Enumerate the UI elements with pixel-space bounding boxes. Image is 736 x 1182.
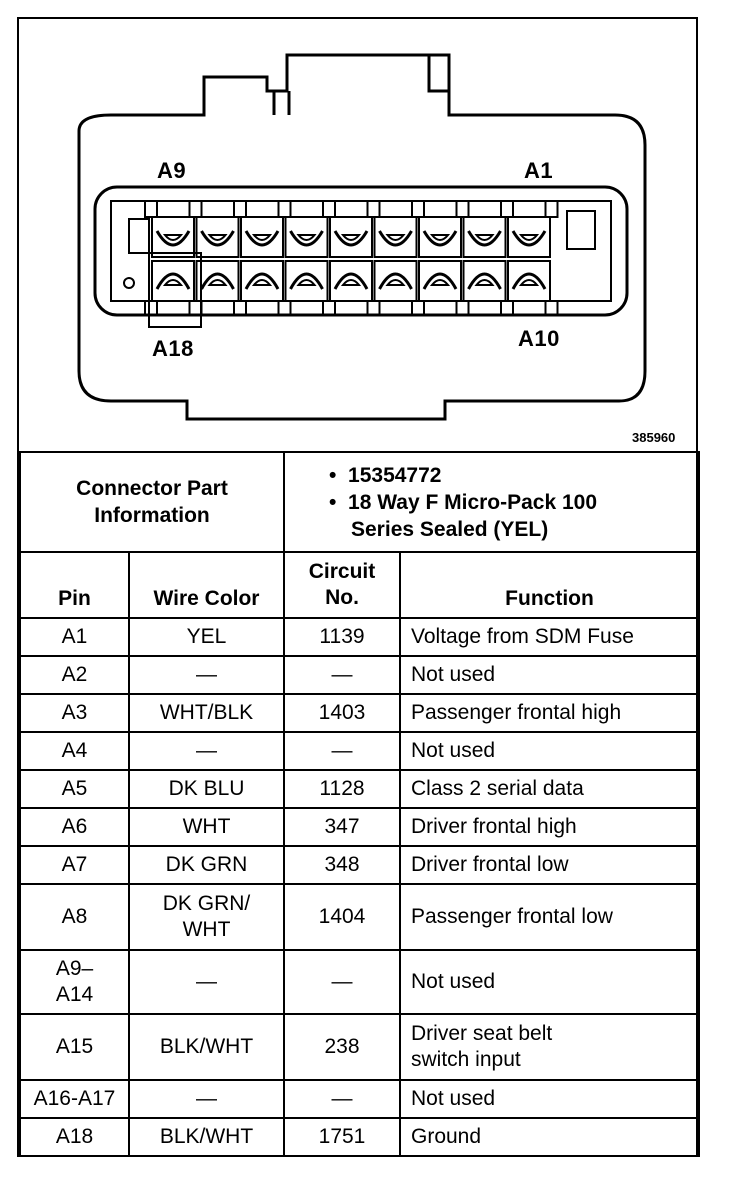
terminal-cavity — [152, 217, 194, 257]
function-cell-text: Driver seat belt switch input — [411, 1022, 553, 1071]
pin-cell-text: A5 — [61, 777, 88, 800]
pin-cell-text: A6 — [61, 815, 88, 838]
connector-info-bullets — [284, 452, 699, 552]
terminal-cavity — [464, 217, 506, 257]
tooth — [501, 301, 513, 315]
tooth — [412, 201, 424, 217]
wire-color-cell — [129, 846, 284, 884]
wire-color-cell — [129, 618, 284, 656]
wire-color-cell-text: BLK/WHT — [159, 1125, 254, 1148]
function-cell — [400, 808, 699, 846]
circuit-number-cell — [284, 808, 400, 846]
tooth — [145, 201, 157, 217]
connector-diagram — [19, 19, 698, 451]
wire-color-cell-text: WHT/BLK — [159, 701, 254, 724]
tooth — [457, 201, 469, 217]
pin-cell — [20, 1080, 129, 1118]
function-cell — [400, 884, 699, 950]
pin-cell — [20, 808, 129, 846]
table-row — [20, 884, 699, 950]
circuit-number-cell-text: 1139 — [319, 625, 365, 648]
table-row — [20, 1080, 699, 1118]
pin-cell — [20, 846, 129, 884]
circuit-number-cell — [284, 884, 400, 950]
terminal-cavity — [419, 261, 461, 301]
function-cell-text: Not used — [411, 739, 496, 762]
function-cell — [400, 1080, 699, 1118]
wire-color-cell — [129, 1080, 284, 1118]
figure-number: 385960 — [632, 430, 676, 445]
circuit-number-cell — [284, 1014, 400, 1080]
function-cell-text: Not used — [411, 1087, 496, 1110]
pin-label-a9: A9 — [157, 158, 187, 183]
pin-cell-text: A4 — [61, 739, 88, 762]
circuit-number-cell-text: — — [331, 739, 353, 762]
pin-cell-text: A3 — [61, 701, 88, 724]
wire-color-cell — [129, 808, 284, 846]
circuit-number-cell — [284, 1080, 400, 1118]
pin-cell-text: A16-A17 — [33, 1087, 116, 1110]
terminal-cavity — [508, 261, 550, 301]
tooth — [412, 301, 424, 315]
table-row — [20, 732, 699, 770]
function-cell — [400, 846, 699, 884]
table-row — [20, 770, 699, 808]
function-cell-text: Voltage from SDM Fuse — [411, 625, 634, 648]
terminal-cavity — [464, 261, 506, 301]
connector-info-heading-text: Connector Part Information — [76, 477, 228, 527]
function-cell — [400, 694, 699, 732]
pin-label-a18: A18 — [152, 336, 194, 361]
wire-color-cell-text: DK GRN/ WHT — [162, 892, 251, 941]
column-header-circuit-no-text: Circuit No. — [308, 560, 376, 609]
table-row — [20, 808, 699, 846]
table-row — [20, 694, 699, 732]
circuit-number-cell — [284, 618, 400, 656]
tooth — [323, 201, 335, 217]
key-left — [129, 219, 149, 253]
wire-color-cell — [129, 884, 284, 950]
wire-color-cell — [129, 1014, 284, 1080]
wire-color-cell-text: BLK/WHT — [159, 1035, 254, 1058]
table-row — [20, 846, 699, 884]
pin-cell-text: A18 — [55, 1125, 94, 1148]
pin-cell-text: A15 — [55, 1035, 94, 1058]
connector-description: 18 Way F Micro-Pack 100 Series Sealed (YEL) — [348, 490, 598, 541]
pin-label-a10: A10 — [518, 326, 560, 351]
circuit-number-cell — [284, 656, 400, 694]
table-row — [20, 950, 699, 1014]
terminal-cavity — [241, 261, 283, 301]
pin-cell — [20, 950, 129, 1014]
circuit-number-cell-text: 1128 — [319, 777, 365, 800]
tooth — [234, 301, 246, 315]
circuit-number-cell-text: — — [331, 1087, 353, 1110]
terminal-cavity — [241, 217, 283, 257]
info-bullet: • 15354772 — [329, 463, 442, 487]
part-number: 15354772 — [348, 463, 442, 487]
cavity-frame — [95, 187, 627, 315]
pin-cell — [20, 732, 129, 770]
terminal-cavity — [330, 217, 372, 257]
pin-cell-text: A8 — [61, 905, 88, 928]
circuit-number-cell-text: 238 — [324, 1035, 360, 1058]
circuit-number-cell — [284, 950, 400, 1014]
terminal-cavity — [375, 217, 417, 257]
pin-a18-marker — [124, 278, 134, 288]
wire-color-cell-text: — — [196, 1087, 217, 1110]
tooth — [279, 301, 291, 315]
function-cell-text: Passenger frontal high — [411, 701, 622, 724]
function-cell — [400, 950, 699, 1014]
circuit-number-cell — [284, 846, 400, 884]
wire-color-cell — [129, 732, 284, 770]
table-row — [20, 1014, 699, 1080]
table-row — [20, 618, 699, 656]
function-cell-text: Driver frontal low — [411, 853, 569, 876]
wire-color-cell-text: DK BLU — [168, 777, 245, 800]
pinout-table — [19, 451, 700, 1157]
function-cell — [400, 618, 699, 656]
terminal-cavity — [286, 261, 328, 301]
pin-cell — [20, 656, 129, 694]
tooth — [501, 201, 513, 217]
pin-cell-text: A9– A14 — [55, 957, 94, 1006]
wire-color-cell-text: — — [196, 739, 217, 762]
circuit-number-cell — [284, 1118, 400, 1156]
wire-color-cell — [129, 694, 284, 732]
function-cell-text: Passenger frontal low — [411, 905, 613, 928]
function-cell-text: Not used — [411, 663, 496, 686]
circuit-number-cell-text: 1751 — [318, 1125, 366, 1148]
function-cell — [400, 770, 699, 808]
tooth — [457, 301, 469, 315]
pin-cell-text: A7 — [61, 853, 88, 876]
wire-color-cell — [129, 770, 284, 808]
column-header-function — [400, 552, 699, 618]
table-row — [20, 656, 699, 694]
tooth — [190, 201, 202, 217]
tooth — [368, 201, 380, 217]
terminal-cavity — [375, 261, 417, 301]
wire-color-cell-text: DK GRN — [165, 853, 248, 876]
connector-info-heading — [20, 452, 284, 552]
tooth — [234, 201, 246, 217]
tooth — [368, 301, 380, 315]
top-teeth — [145, 201, 558, 217]
pin-cell — [20, 618, 129, 656]
column-header-circuit-no — [284, 552, 400, 618]
terminal-cavity — [419, 217, 461, 257]
circuit-number-cell-text: 347 — [324, 815, 360, 838]
column-header-row — [20, 552, 699, 618]
tooth — [546, 301, 558, 315]
function-cell — [400, 732, 699, 770]
column-header-function-text: Function — [505, 587, 594, 610]
key-right — [567, 211, 595, 249]
circuit-number-cell-text: — — [331, 970, 353, 993]
circuit-number-cell-text: 1404 — [318, 905, 366, 928]
column-header-pin-text: Pin — [58, 587, 91, 610]
latch-tab — [274, 55, 449, 115]
terminal-cavity — [197, 261, 239, 301]
circuit-number-cell-text: 1403 — [318, 701, 366, 724]
pin-cell-text: A2 — [61, 663, 88, 686]
bottom-teeth — [145, 301, 558, 315]
function-cell — [400, 1014, 699, 1080]
function-cell-text: Driver frontal high — [411, 815, 577, 838]
terminal-cavities — [152, 217, 550, 301]
tooth — [145, 301, 157, 315]
wire-color-cell-text: WHT — [182, 815, 231, 838]
pin-label-a1: A1 — [524, 158, 554, 183]
terminal-cavity — [330, 261, 372, 301]
column-header-pin — [20, 552, 129, 618]
info-bullet: • 18 Way F Micro-Pack 100 Series Sealed (YEL) — [329, 490, 598, 541]
function-cell-text: Not used — [411, 970, 496, 993]
table-row — [20, 1118, 699, 1156]
circuit-number-cell — [284, 732, 400, 770]
wire-color-cell-text: — — [196, 970, 217, 993]
wire-color-cell — [129, 656, 284, 694]
function-cell-text: Class 2 serial data — [411, 777, 584, 800]
circuit-number-cell-text: — — [331, 663, 353, 686]
pin-cell — [20, 770, 129, 808]
column-header-wire-color-text: Wire Color — [153, 587, 260, 610]
pin-cell — [20, 694, 129, 732]
wire-color-cell-text: — — [196, 663, 217, 686]
tooth — [546, 201, 558, 217]
function-cell — [400, 1118, 699, 1156]
circuit-number-cell — [284, 770, 400, 808]
tooth — [279, 201, 291, 217]
pin-cell — [20, 1014, 129, 1080]
connector-info-row — [20, 452, 699, 552]
column-header-wire-color — [129, 552, 284, 618]
wire-color-cell — [129, 1118, 284, 1156]
terminal-cavity — [286, 217, 328, 257]
tooth — [323, 301, 335, 315]
terminal-cavity — [152, 261, 194, 301]
pin-cell — [20, 1118, 129, 1156]
wire-color-cell — [129, 950, 284, 1014]
pin-cell-text: A1 — [61, 625, 88, 648]
circuit-number-cell-text: 348 — [324, 853, 360, 876]
terminal-cavity — [508, 217, 550, 257]
pin-cell — [20, 884, 129, 950]
terminal-cavity — [197, 217, 239, 257]
wire-color-cell-text: YEL — [186, 625, 227, 648]
circuit-number-cell — [284, 694, 400, 732]
tooth — [190, 301, 202, 315]
function-cell — [400, 656, 699, 694]
function-cell-text: Ground — [411, 1125, 482, 1148]
